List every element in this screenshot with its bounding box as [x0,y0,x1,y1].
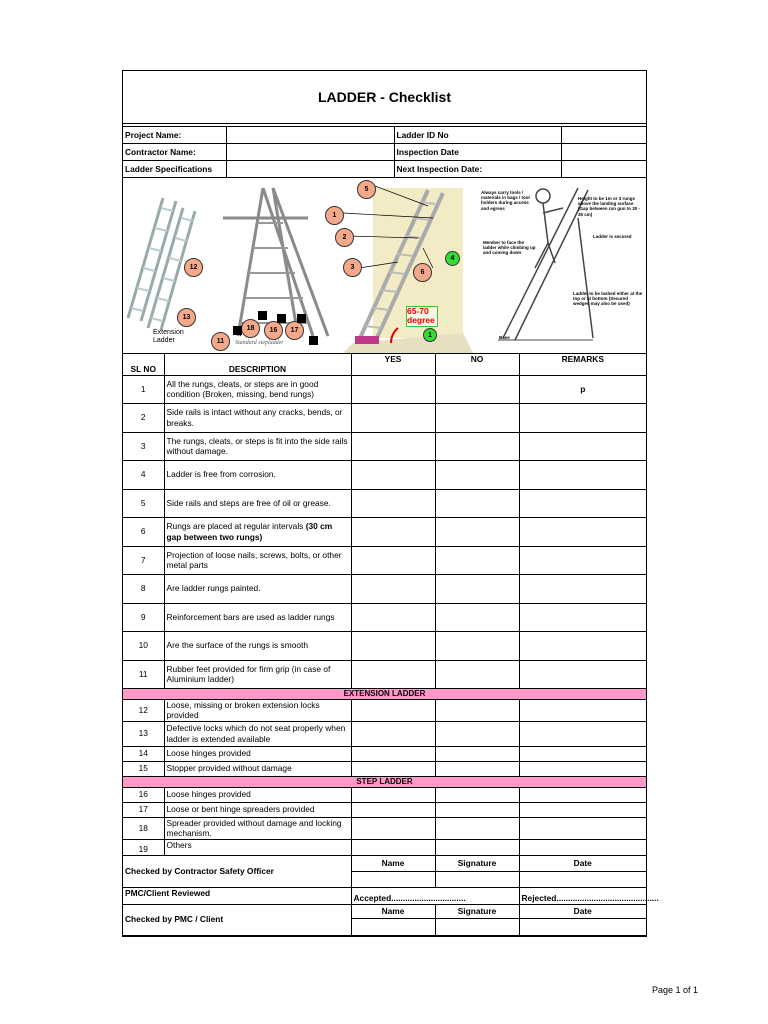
no-cell[interactable] [435,489,519,517]
step-ladder-section: STEP LADDER [123,776,646,787]
remarks-header: REMARKS [519,354,646,375]
no-cell[interactable] [435,517,519,546]
yes-cell[interactable] [351,403,435,432]
item-number: 14 [123,746,164,761]
yes-cell[interactable] [351,432,435,460]
project-name-label: Project Name: [123,127,226,144]
table-row [123,631,646,660]
ladder-id-field[interactable] [561,127,646,144]
yes-cell[interactable] [351,699,435,721]
remarks-cell[interactable] [519,699,646,721]
callout-6: 6 [413,263,432,282]
callout-17: 17 [285,321,304,340]
no-cell[interactable] [435,839,519,855]
remarks-cell[interactable] [519,787,646,802]
extension-ladder-label: Extension Ladder [153,329,184,344]
item-description: Are ladder rungs painted. [164,574,351,603]
callout-4: 4 [445,251,460,266]
name-header: Name [351,904,435,918]
item-number: 18 [123,817,164,839]
item-number: 10 [123,631,164,660]
no-cell[interactable] [435,817,519,839]
item-description: Loose hinges provided [164,787,351,802]
item-description: Side rails and steps are free of oil or grease. [164,489,351,517]
no-cell[interactable] [435,375,519,403]
item-number: 19 [123,839,164,855]
inspection-date-label: Inspection Date [394,144,561,161]
description-header: DESCRIPTION [164,354,351,375]
callout-3: 3 [343,258,362,277]
remarks-cell[interactable] [519,802,646,817]
remarks-cell[interactable] [519,460,646,489]
ladder-illustration [123,178,646,354]
table-row [123,489,646,517]
table-row [123,574,646,603]
table-row [123,403,646,432]
remarks-cell[interactable] [519,574,646,603]
item-number: 13 [123,721,164,746]
ladder-specs-label: Ladder Specifications [123,161,226,178]
item-number: 4 [123,460,164,489]
no-cell[interactable] [435,787,519,802]
no-cell[interactable] [435,546,519,574]
table-row [123,802,646,817]
yes-cell[interactable] [351,546,435,574]
remarks-cell[interactable] [519,721,646,746]
checklist-table [123,354,659,936]
stepladder-label: Standard stepladder [235,340,284,346]
item-description: Spreader provided without damage and locking mechanism. [164,817,351,839]
contractor-name-field[interactable] [226,144,394,161]
note-height: Height to be 1m or 3 rungs above the landing surface (Gap between run gun to 30 - 35 cm) [578,196,641,217]
item-description [164,517,351,546]
remarks-cell[interactable] [519,631,646,660]
angle-label: 65-70 degree [406,306,438,327]
yes-cell[interactable] [351,761,435,776]
remarks-cell[interactable] [519,489,646,517]
yes-cell[interactable] [351,631,435,660]
item-description: Loose hinges provided [164,746,351,761]
note-carry-tools: Always carry tools / materials in bags / tool holders during access and egress [481,190,530,211]
yes-header: YES [351,354,435,375]
table-row [123,603,646,631]
foot-marker [277,314,286,323]
table-row [123,746,646,761]
section-header-row [123,776,646,787]
item-number: 12 [123,699,164,721]
contractor-date-field[interactable] [519,871,646,887]
table-row [123,839,646,855]
date-header: Date [519,855,646,871]
item-number: 15 [123,761,164,776]
no-cell[interactable] [435,403,519,432]
no-cell[interactable] [435,699,519,721]
callout-11: 11 [211,332,230,351]
remarks-cell[interactable] [519,546,646,574]
pmc-reviewed-label: PMC/Client Reviewed [123,887,351,904]
contractor-name-field[interactable] [351,871,435,887]
callout-16: 16 [264,321,283,340]
rejected-field[interactable]: Rejected............................................ [519,887,646,904]
remarks-cell[interactable]: p [519,375,646,403]
item-number: 6 [123,517,164,546]
section-header-row [123,688,646,699]
item-description: Side rails is intact without any cracks, bends, or breaks. [164,403,351,432]
yes-cell[interactable] [351,817,435,839]
no-cell[interactable] [435,574,519,603]
signature-header: Signature [435,904,519,918]
yes-cell[interactable] [351,603,435,631]
table-row [123,817,646,839]
remarks-cell[interactable] [519,432,646,460]
no-cell[interactable] [435,746,519,761]
item-number: 11 [123,660,164,688]
yes-cell[interactable] [351,574,435,603]
table-row [123,761,646,776]
table-row [123,517,646,546]
ladder-specs-field[interactable] [226,161,394,178]
callout-1b: 1 [423,328,437,342]
no-cell[interactable] [435,460,519,489]
callout-18: 18 [241,319,260,338]
item-number: 3 [123,432,164,460]
yes-cell[interactable] [351,489,435,517]
yes-cell[interactable] [351,660,435,688]
item-number: 17 [123,802,164,817]
item-description-text: Rungs are placed at regular intervals [166,521,306,532]
item-description: Loose, missing or broken extension locks provided [164,699,351,721]
table-row [123,787,646,802]
no-cell[interactable] [435,631,519,660]
table-row [123,721,646,746]
item-description: Projection of loose nails, screws, bolts, or other metal parts [164,546,351,574]
note-face-ladder: Member to face the ladder while climbing up and coming down [483,240,536,256]
remarks-cell[interactable] [519,817,646,839]
contractor-signature-field[interactable] [435,871,519,887]
table-row [123,546,646,574]
info-table [123,127,646,178]
table-row [123,699,646,721]
item-description: Are the surface of the rungs is smooth [164,631,351,660]
project-name-field[interactable] [226,127,394,144]
no-cell[interactable] [435,603,519,631]
item-description: Rubber feet provided for firm grip (in case of Aluminium ladder) [164,660,351,688]
accepted-field[interactable]: Accepted................................ [351,887,519,904]
signature-header: Signature [435,855,519,871]
item-description-emphasis: (30 cm gap between two rungs) [166,521,333,542]
remarks-cell[interactable] [519,761,646,776]
contractor-name-label: Contractor Name: [123,144,226,161]
item-description: The rungs, cleats, or steps is fit into the side rails without damage. [164,432,351,460]
remarks-cell[interactable] [519,660,646,688]
yes-cell[interactable] [351,839,435,855]
callout-1: 1 [325,206,344,225]
no-cell[interactable] [435,660,519,688]
note-base: Base [499,335,510,340]
yes-cell[interactable] [351,460,435,489]
no-cell[interactable] [435,802,519,817]
item-description: Reinforcement bars are used as ladder rungs [164,603,351,631]
yes-cell[interactable] [351,787,435,802]
contractor-check-label: Checked by Contractor Safety Officer [123,855,351,887]
yes-cell[interactable] [351,517,435,546]
no-cell[interactable] [435,761,519,776]
item-description: Stopper provided without damage [164,761,351,776]
item-description: Loose or bent hinge spreaders provided [164,802,351,817]
item-number: 7 [123,546,164,574]
callout-2: 2 [335,228,354,247]
item-number: 9 [123,603,164,631]
item-number: 5 [123,489,164,517]
page-number: Page 1 of 1 [651,985,698,995]
no-header: NO [435,354,519,375]
item-description: Defective locks which do not seat properly when ladder is extended available [164,721,351,746]
no-cell[interactable] [435,721,519,746]
item-number: 1 [123,375,164,403]
extension-ladder-section: EXTENSION LADDER [123,688,646,699]
item-description: Ladder is free from corrosion. [164,460,351,489]
yes-cell[interactable] [351,802,435,817]
yes-cell[interactable] [351,375,435,403]
name-header: Name [351,855,435,871]
item-description: Others [164,839,351,855]
callout-12: 12 [184,258,203,277]
yes-cell[interactable] [351,746,435,761]
note-lashed: Ladder to be lashed either at the top or at bottom (Secured wedges may also be used) [573,291,643,307]
remarks-cell[interactable] [519,839,646,855]
item-number: 8 [123,574,164,603]
pmc-date-field[interactable] [519,918,646,935]
pmc-name-field[interactable] [351,918,435,935]
note-secured: Ladder is secured [593,234,632,239]
item-number: 16 [123,787,164,802]
remarks-cell[interactable] [519,517,646,546]
table-row [123,460,646,489]
table-row [123,660,646,688]
date-header: Date [519,904,646,918]
remarks-cell[interactable] [519,403,646,432]
page-title: LADDER - Checklist [123,71,646,124]
next-inspection-label: Next Inspection Date: [394,161,561,178]
foot-marker [233,326,242,335]
inspection-date-field[interactable] [561,144,646,161]
sl-no-header: SL NO [123,354,164,375]
item-number: 2 [123,403,164,432]
remarks-cell[interactable] [519,603,646,631]
ladder-id-label: Ladder ID No [394,127,561,144]
callout-5: 5 [357,180,376,199]
table-row [123,432,646,460]
callout-13: 13 [177,308,196,327]
no-cell[interactable] [435,432,519,460]
foot-marker [258,311,267,320]
foot-marker [309,336,318,345]
item-description: All the rungs, cleats, or steps are in good condition (Broken, missing, bend rungs) [164,375,351,403]
foot-marker [297,314,306,323]
next-inspection-field[interactable] [561,161,646,178]
yes-cell[interactable] [351,721,435,746]
pmc-signature-field[interactable] [435,918,519,935]
checklist-sheet [122,70,659,937]
pmc-check-label: Checked by PMC / Client [123,904,351,935]
table-row [123,375,646,403]
remarks-cell[interactable] [519,746,646,761]
